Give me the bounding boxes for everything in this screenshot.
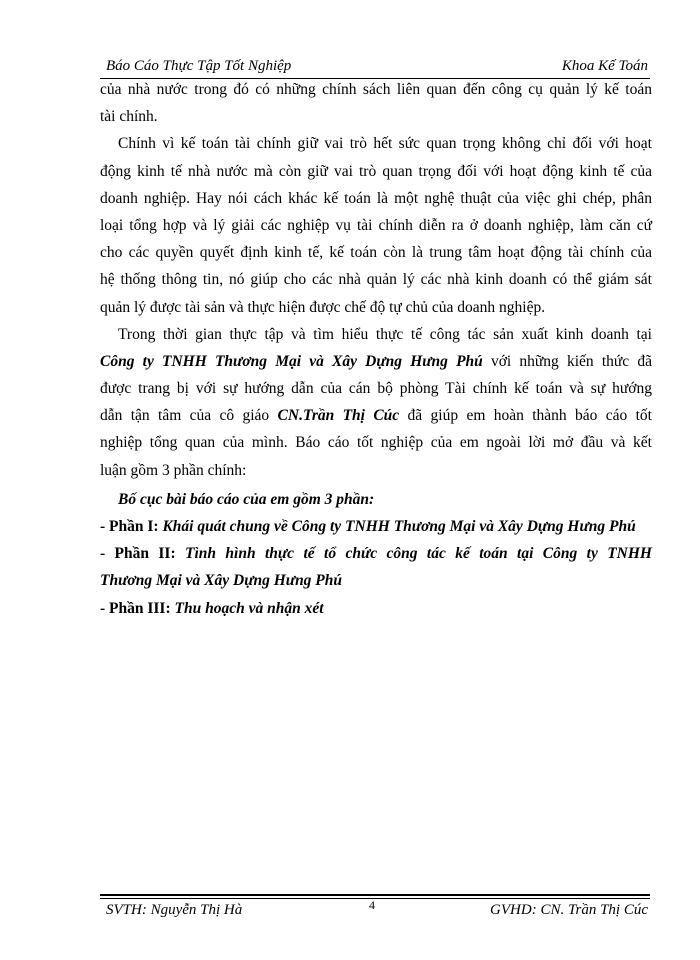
document-body xyxy=(100,76,652,622)
paragraph-1-line-6: hệ thống thông tin, nó giúp cho các nhà quản lý các nhà kinh doanh có thể giám sát xyxy=(100,271,652,289)
paragraph-2-line-1: Trong thời gian thực tập và tìm hiểu thực tế công tác sản xuất kinh doanh tại xyxy=(118,325,652,343)
outline-part-1 xyxy=(100,513,652,540)
part-2-title-l1: Tình hình thực tế tổ chức công tác kế toán tại Công ty TNHH xyxy=(185,545,652,563)
paragraph-1-line-4: loại tổng hợp và lý giải các nghiệp vụ tài chính diễn ra ở doanh nghiệp, làm căn cứ xyxy=(100,216,652,234)
part-3-label: - Phần III: xyxy=(100,599,175,617)
header-department: Khoa Kế Toán xyxy=(561,58,648,74)
paragraph-2-line-2 xyxy=(100,348,652,375)
teacher-name: CN.Trần Thị Cúc xyxy=(277,407,400,425)
part-1-title: Khái quát chung về Công ty TNHH Thương Mại và Xây Dựng Hưng Phú xyxy=(162,518,636,535)
header-report-title: Báo Cáo Thực Tập Tốt Nghiệp xyxy=(106,58,292,74)
company-name: Công ty TNHH Thương Mại và Xây Dựng Hưng Phú xyxy=(100,352,483,370)
paragraph-0-line-2: tài chính. xyxy=(100,108,158,126)
paragraph-2-line-4 xyxy=(100,402,652,429)
footer-supervisor: GVHD: CN. Trần Thị Cúc xyxy=(490,902,648,918)
footer-student: SVTH: Nguyễn Thị Hà xyxy=(106,902,243,918)
paragraph-2-line-5: nghiệp tổng quan của mình. Báo cáo tốt nghiệp của em ngoài lời mở đầu và kết xyxy=(100,434,652,452)
part-1-label: - Phần I: xyxy=(100,518,163,535)
paragraph-1-line-3: doanh nghiệp. Hay nói cách khác kế toán là một nghệ thuật của việc ghi chép, phân xyxy=(100,189,652,207)
outline-part-2-line-1 xyxy=(100,540,652,567)
part-2-label: - Phần II: xyxy=(100,545,186,563)
paragraph-1-line-7: quản lý được tài sản và thực hiện được chế độ tự chủ của doanh nghiệp. xyxy=(100,298,546,316)
page-number: 4 xyxy=(369,898,375,912)
paragraph-1-line-2: động kinh tế nhà nước mà còn giữ vai trò quan trọng đối với hoạt động kinh tế của xyxy=(100,162,652,180)
outline-title: Bố cục bài báo cáo của em gồm 3 phần: xyxy=(118,490,375,508)
paragraph-2-line-4-a: dẫn tận tâm của cô giáo xyxy=(100,407,278,425)
footer-divider-thin xyxy=(100,898,650,899)
paragraph-2-line-2-rest: với những kiến thức đã xyxy=(482,352,652,370)
paragraph-2-line-6: luận gồm 3 phần chính: xyxy=(100,461,247,479)
paragraph-2-line-4-b: đã giúp em hoàn thành báo cáo tốt xyxy=(399,407,652,425)
outline-part-3 xyxy=(100,595,652,622)
paragraph-0-line-1: của nhà nước trong đó có những chính sách liên quan đến công cụ quản lý kế toán xyxy=(100,81,652,98)
footer-divider-thick xyxy=(100,894,650,896)
part-3-title: Thu hoạch và nhận xét xyxy=(174,599,324,617)
paragraph-1-line-1: Chính vì kế toán tài chính giữ vai trò hết sức quan trọng không chỉ đối với hoạt xyxy=(118,135,652,153)
paragraph-2-line-3: được trang bị với sự hướng dẫn của cán bộ phòng Tài chính kế toán và sự hướng xyxy=(100,380,652,398)
outline-part-2-line-2: Thương Mại và Xây Dựng Hưng Phú xyxy=(100,572,343,590)
paragraph-1-line-5: cho các quyền quyết định kinh tế, kế toán còn là trung tâm hoạt động tài chính của xyxy=(100,244,652,262)
